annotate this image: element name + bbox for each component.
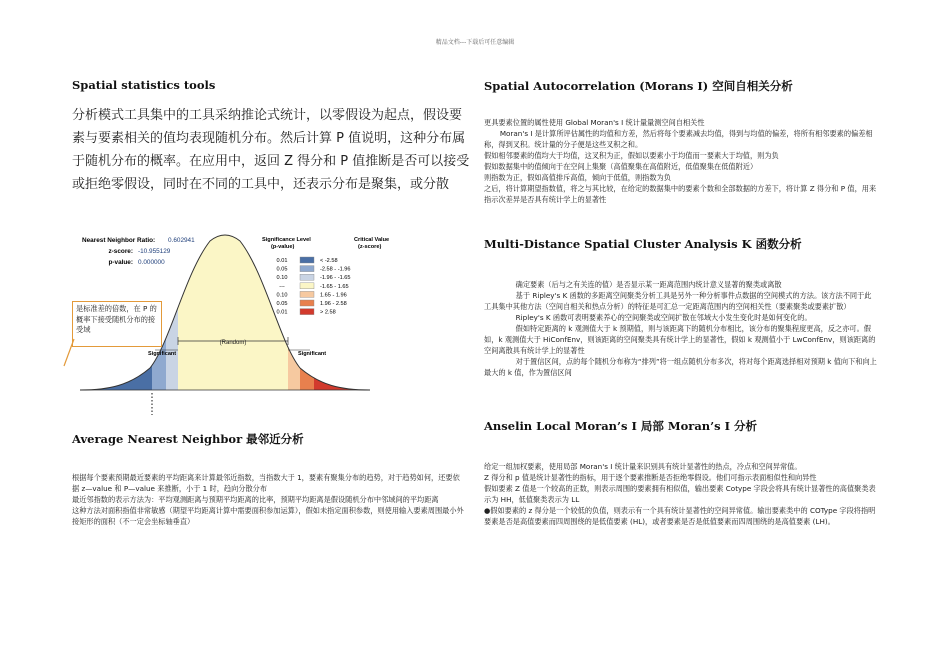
k-para-2: 基于 Ripley's K 函数的多距离空间聚类分析工具是另外一种分析事件点数据的空间模式的方法。该方法不同于此工具集中其他方法（空间自相关和热点分析）的特征是可汇总一定距离范围内的空间相关性（要素聚类或要素扩散） <box>484 291 872 311</box>
legend-z-range: -1.96 - -1.65 <box>320 275 351 282</box>
legend-z-range: < -2.58 <box>320 258 338 264</box>
legend-swatch <box>300 300 314 306</box>
critical-value-title: Critical Value <box>354 237 390 243</box>
local-para-3: 假如要素 Z 值是一个较高的正数，则表示周围的要素拥有相似值，输出要素 Cotype 字段会将具有统计显著性的高值聚类表示为 HH，低值聚类表示为 LL <box>484 484 876 504</box>
section-title-k-function: Multi-Distance Spatial Cluster Analysis K 函数分析 <box>484 237 802 251</box>
p-value-label: p-value: <box>108 259 133 266</box>
p-value-value: 0.000000 <box>138 259 165 266</box>
significant-left-label: Significant <box>148 351 177 357</box>
legend-swatch <box>300 283 314 289</box>
legend-p-value: 0.10 <box>276 275 288 282</box>
k-function-body <box>484 279 878 378</box>
legend-swatch <box>300 266 314 272</box>
z-score-value: -10.955129 <box>138 248 171 255</box>
nn-ratio-value: 0.602941 <box>168 237 195 244</box>
local-para-2: Z 得分和 p 值是统计显著性的指标，用于逐个要素推断是否拒绝零假设。他们可指示表面相似性和向异性 <box>484 473 817 482</box>
legend-p-value: --- <box>279 283 285 290</box>
ann-para-2: 最近邻指数的表示方法为：平均观测距离与预期平均距离的比率，预期平均距离是假设随机分布中邻域间的平均距离 <box>72 495 439 504</box>
k-para-5: 对于置信区间，点的每个随机分布称为“排列”将一组点随机分布多次，将对每个距离选择相对预期 k 值向下和向上最大的 k 值，作为置信区间 <box>484 357 877 377</box>
legend-swatch <box>300 257 314 263</box>
moran-para-5: 则指数为正，假如高值排斥高值，倾向于低值，则指数为负 <box>484 173 671 182</box>
intro-paragraph: 分析模式工具集中的工具采纳推论式统计，以零假设为起点，假设要素与要素相关的值均表现随机分布。然后计算 P 值说明，这种分布属于随机分布的概率。在应用中，返回 Z 得分和 P 值推断是否可以接受或拒绝零假设，同时在不同的工具中，还表示分布是聚集，或分散 <box>72 108 470 192</box>
legend-swatch <box>300 291 314 297</box>
callout-pointer <box>62 338 76 368</box>
significance-level-title: Significance Level <box>262 237 311 243</box>
significance-legend <box>277 257 351 316</box>
moran-para-1: 更具要素位置的属性使用 Global Moran's I 统计量量测空间自相关性 <box>484 118 705 127</box>
z-score-label: z-score: <box>108 248 133 255</box>
legend-p-value: 0.01 <box>276 309 288 316</box>
moran-para-4: 假如数据集中的值倾向于在空间上集聚（高值聚集在高值附近，低值聚集在低值附近） <box>484 162 758 171</box>
legend-p-value: 0.05 <box>276 301 288 307</box>
local-para-4: ●假如要素的 z 得分是一个较低的负值，则表示有一个具有统计显著性的空间异常值。输出要素类中的 COType 字段将指明要素是否是高值要素而四周围绕的是低值要素 (HL)，或者要素是否是低值要素而四周围绕的是高值要素 (LH)。 <box>484 506 876 526</box>
random-label: (Random) <box>219 340 247 346</box>
k-para-3: Ripley's K 函数可表明要素养心的空间聚类或空间扩散在邻域大小发生变化时是如何变化的。 <box>515 313 812 322</box>
svg-text:(p-value): (p-value) <box>271 244 295 250</box>
legend-p-value: 0.01 <box>276 258 288 264</box>
annotation-callout: 是标准差的倍数，在 P 的概率下接受随机分布的接受域 <box>72 301 162 347</box>
section-title-spatial-autocorrelation: Spatial Autocorrelation (Morans I) 空间自相关分析 <box>484 79 793 93</box>
legend-swatch <box>300 274 314 280</box>
local-para-1: 给定一组加权要素，使用局部 Moran's I 统计量来识别具有统计显著性的热点，冷点和空间异常值。 <box>484 462 802 471</box>
k-para-1: 确定要素（后与之有关连的值）是否显示某一距离范围内统计意义显著的聚类或离散 <box>515 280 782 289</box>
band-random <box>178 233 288 390</box>
legend-z-range: 1.96 - 2.58 <box>320 301 347 307</box>
legend-z-range: -1.65 - 1.65 <box>320 283 349 290</box>
moran-para-2: Moran's I 是计算所评估属性的均值和方差，然后将每个要素减去均值，得到与均值的偏差，将所有相邻要素的偏差相称，得到叉积。统计量的分子便是这些叉积之和。 <box>484 129 873 149</box>
significant-right-label: Significant <box>298 351 327 357</box>
svg-text:(z-score): (z-score) <box>358 244 382 250</box>
moran-para-6: 之后，将计算期望指数值，将之与其比较，在给定的数据集中的要素个数和全部数据的方差下，将计算 Z 得分和 P 值，用来指示次差异是否具有统计学上的显著性 <box>484 184 877 204</box>
legend-p-value: 0.05 <box>276 266 288 273</box>
k-para-4: 假如特定距离的 k 观测值大于 k 预期值，则与该距离下的随机分布相比，该分布的聚集程度更高，反之亦可。假如，k 观测值大于 HiConfEnv，则该距离的空间聚类具有统计学上的显著性，假如 k 观测值小于 LwConfEnv，则该距离的空间离散具有统计学上的显著性 <box>484 324 876 355</box>
ann-para-1: 根据每个要素预期最近要素的平均距离来计算最邻近指数，当指数大于 1，要素有聚集分布的趋势，对于趋势如何，还要依据 z—value 和 P—value 来推断，小于 1 时，趋向分散分布 <box>72 473 460 493</box>
page-header: 精品文档---下载后可任意编辑 <box>435 39 515 46</box>
ann-para-3: 这种方法对面积指值非常敏感（期望平均距离计算中需要面积参加运算），假如未指定面积参数，则使用输入要素周围最小外接矩形的面积（不一定会坐标轴垂直） <box>72 506 464 526</box>
moran-para-3: 假如相邻要素的值均大于均值，这叉积为正，假如以要素小于均值而一要素大于均值，则为负 <box>484 151 779 160</box>
legend-z-range: -2.58 - -1.96 <box>320 266 351 273</box>
legend-p-value: 0.10 <box>276 292 288 299</box>
local-moran-body <box>484 461 878 527</box>
section-title-spatial-statistics: Spatial statistics tools <box>72 78 216 92</box>
ann-body <box>72 472 466 527</box>
section-title-local-morans-i: Anselin Local Moran’s I 局部 Moran’s I 分析 <box>484 419 758 433</box>
section-title-average-nearest-neighbor: Average Nearest Neighbor 最邻近分析 <box>72 432 304 446</box>
moran-body <box>484 117 878 205</box>
nn-ratio-label: Nearest Neighbor Ratio: <box>82 237 156 244</box>
legend-z-range: 1.65 - 1.96 <box>320 292 347 299</box>
legend-swatch <box>300 309 314 315</box>
legend-z-range: > 2.58 <box>320 309 336 316</box>
